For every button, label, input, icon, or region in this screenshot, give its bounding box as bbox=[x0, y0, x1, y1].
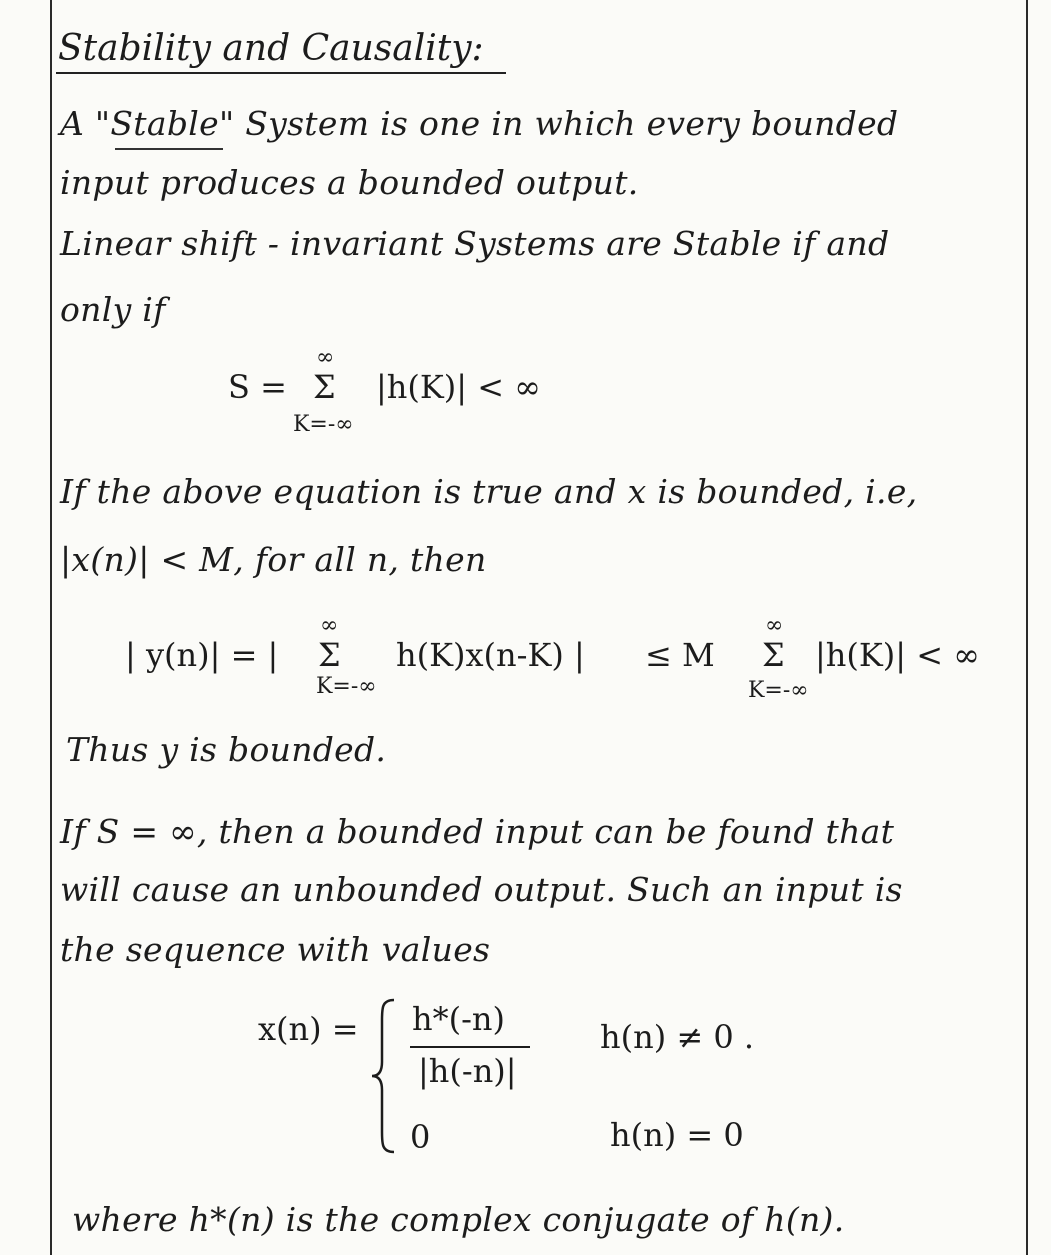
eq2-sigma-2: Σ bbox=[762, 636, 785, 674]
eq3-condition-2: h(n) = 0 bbox=[610, 1116, 744, 1154]
fraction-bar bbox=[410, 1046, 530, 1048]
para2-line2: only if bbox=[60, 290, 166, 329]
para6-line: where h*(n) is the complex conjugate of h(n). bbox=[72, 1200, 845, 1239]
eq2-upper-limit-1: ∞ bbox=[320, 613, 339, 638]
para4-line: Thus y is bounded. bbox=[66, 730, 387, 769]
eq1-term: |h(K)| < ∞ bbox=[376, 368, 541, 406]
para1-line1: A "Stable" System is one in which every bounded bbox=[60, 104, 899, 143]
left-margin-line bbox=[50, 0, 52, 1255]
eq1-sigma: Σ bbox=[313, 368, 336, 406]
left-brace bbox=[368, 996, 398, 1156]
page-title: Stability and Causality: bbox=[58, 28, 484, 69]
eq1-lower-limit: K=-∞ bbox=[293, 412, 354, 437]
para1-line2: input produces a bounded output. bbox=[60, 163, 639, 202]
eq3-numerator: h*(-n) bbox=[412, 1000, 505, 1038]
eq1-upper-limit: ∞ bbox=[316, 345, 335, 370]
eq2-lhs: | y(n)| = | bbox=[125, 636, 279, 674]
eq2-lower-limit-1: K=-∞ bbox=[316, 674, 377, 699]
para2-line1: Linear shift - invariant Systems are Stable if and bbox=[60, 224, 890, 263]
eq2-term-2: |h(K)| < ∞ bbox=[815, 636, 980, 674]
eq2-sigma-1: Σ bbox=[318, 636, 341, 674]
para5-line1: If S = ∞, then a bounded input can be found that bbox=[60, 812, 895, 851]
para5-line2: will cause an unbounded output. Such an input is bbox=[60, 870, 903, 909]
para3-line1: If the above equation is true and x is bounded, i.e, bbox=[60, 472, 918, 511]
eq3-case-2: 0 bbox=[410, 1118, 431, 1156]
right-margin-line bbox=[1026, 0, 1028, 1255]
eq2-le-m: ≤ M bbox=[645, 636, 715, 674]
eq3-denominator: |h(-n)| bbox=[418, 1052, 517, 1090]
para5-line3: the sequence with values bbox=[60, 930, 491, 969]
stable-underline bbox=[115, 148, 223, 150]
eq3-lhs: x(n) = bbox=[258, 1010, 359, 1048]
eq2-upper-limit-2: ∞ bbox=[765, 613, 784, 638]
eq1-lhs: S = bbox=[228, 368, 287, 406]
eq2-lower-limit-2: K=-∞ bbox=[748, 678, 809, 703]
eq3-condition-1: h(n) ≠ 0 . bbox=[600, 1018, 755, 1056]
title-underline bbox=[56, 72, 506, 74]
para3-line2: |x(n)| < M, for all n, then bbox=[60, 540, 487, 579]
eq2-term-1: h(K)x(n-K) | bbox=[396, 636, 585, 674]
